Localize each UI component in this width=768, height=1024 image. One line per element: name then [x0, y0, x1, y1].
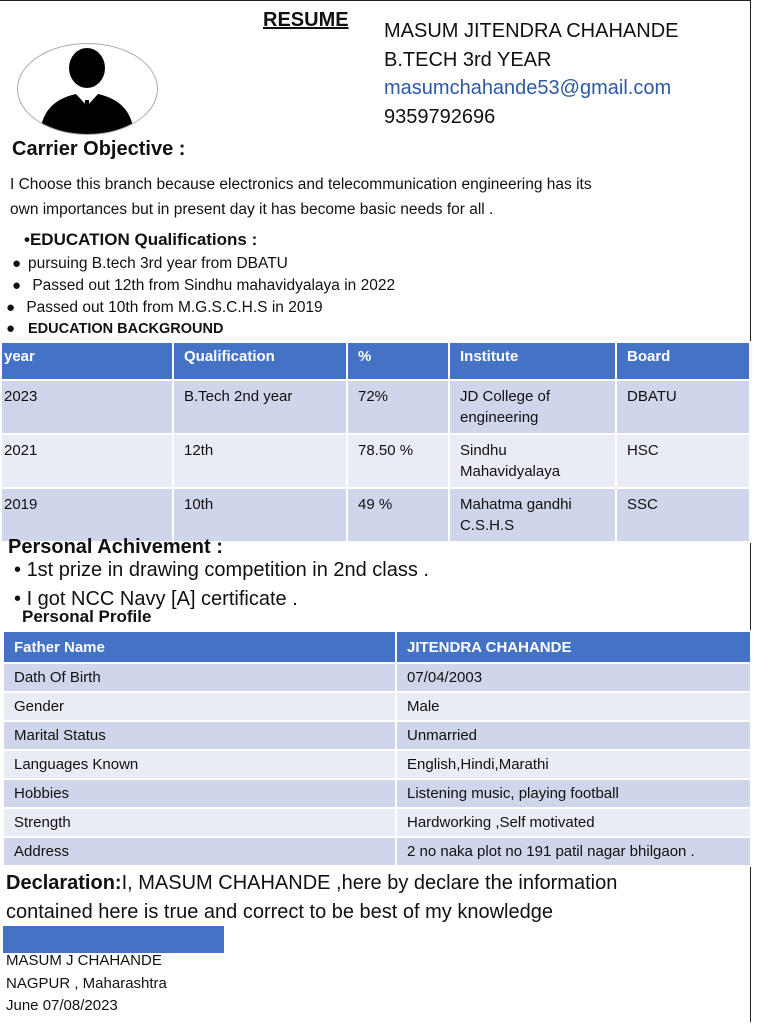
table-cell: Listening music, playing football	[396, 779, 751, 808]
profile-heading: Personal Profile	[22, 607, 152, 626]
table-row	[3, 692, 751, 721]
bullet-icon: ●	[12, 277, 22, 294]
table-cell: 2 no naka plot no 191 patil nagar bhilgaon .	[396, 837, 751, 866]
education-bullet	[12, 277, 395, 295]
bullet-icon: ●	[6, 320, 16, 337]
email-link[interactable]: masumchahande53@gmail.com	[384, 77, 672, 99]
table-cell: 12th	[173, 434, 347, 488]
column-header: Institute	[449, 342, 616, 380]
education-bullet	[12, 255, 288, 273]
table-cell: Sindhu Mahavidyalaya	[449, 434, 616, 488]
avatar-icon	[17, 43, 158, 135]
declaration-label: Declaration:	[6, 872, 122, 894]
bullet-text: Passed out 12th from Sindhu mahavidyalaya in 2022	[32, 277, 396, 294]
table-cell: 10th	[173, 488, 347, 542]
table-cell: B.Tech 2nd year	[173, 380, 347, 434]
table-header-row	[3, 631, 751, 663]
objective-line: own importances but in present day it has become basic needs for all .	[10, 201, 494, 218]
column-header: Father Name	[3, 631, 396, 663]
table-row	[3, 721, 751, 750]
table-cell: Marital Status	[3, 721, 396, 750]
table-cell: 2023	[1, 380, 173, 434]
table-row	[3, 837, 751, 866]
profile-table	[2, 630, 752, 867]
heading-text: EDUCATION BACKGROUND	[28, 321, 224, 337]
table-cell: Strength	[3, 808, 396, 837]
declaration-line	[6, 872, 617, 895]
table-cell: JD College of engineering	[449, 380, 616, 434]
table-cell: SSC	[616, 488, 750, 542]
column-header: Qualification	[173, 342, 347, 380]
table-cell: Gender	[3, 692, 396, 721]
table-cell: 2019	[1, 488, 173, 542]
signature-name: MASUM J CHAHANDE	[6, 952, 162, 969]
achievement-heading: Personal Achivement :	[8, 536, 223, 558]
table-cell: 49 %	[347, 488, 449, 542]
table-cell: Mahatma gandhi C.S.H.S	[449, 488, 616, 542]
table-cell: Unmarried	[396, 721, 751, 750]
education-table	[0, 341, 751, 543]
achievement-text: I got NCC Navy [A] certificate .	[26, 588, 298, 610]
education-bullet	[6, 299, 323, 317]
column-header: JITENDRA CHAHANDE	[396, 631, 751, 663]
objective-heading: Carrier Objective :	[12, 138, 186, 160]
objective-line: I Choose this branch because electronics and telecommunication engineering has its	[10, 176, 592, 193]
table-cell: DBATU	[616, 380, 750, 434]
table-cell: Hardworking ,Self motivated	[396, 808, 751, 837]
table-cell: 07/04/2003	[396, 663, 751, 692]
table-row	[1, 380, 750, 434]
declaration-line: contained here is true and correct to be best of my knowledge	[6, 901, 553, 923]
achievement-item: • 1st prize in drawing competition in 2nd class .	[14, 559, 429, 581]
table-row	[3, 663, 751, 692]
resume-title: RESUME	[263, 9, 349, 31]
education-background-heading	[6, 320, 223, 337]
table-row	[1, 434, 750, 488]
declaration-text: I, MASUM CHAHANDE ,here by declare the information	[121, 872, 618, 894]
education-heading: •EDUCATION Qualifications :	[24, 230, 258, 249]
candidate-name: MASUM JITENDRA CHAHANDE	[384, 20, 679, 42]
table-row	[3, 808, 751, 837]
table-row	[1, 488, 750, 542]
column-header: Board	[616, 342, 750, 380]
table-cell: 2021	[1, 434, 173, 488]
phone-number: 9359792696	[384, 106, 496, 128]
bullet-text: Passed out 10th from M.G.S.C.H.S in 2019	[26, 299, 323, 316]
bullet-icon: ●	[12, 255, 22, 272]
column-header: year	[1, 342, 173, 380]
table-cell: Dath Of Birth	[3, 663, 396, 692]
signature-bar	[3, 926, 224, 953]
signature-place: NAGPUR , Maharashtra	[6, 975, 167, 992]
table-cell: Male	[396, 692, 751, 721]
bullet-icon: ●	[6, 299, 16, 316]
achievement-item: • I got NCC Navy [A] certificate .	[14, 588, 298, 610]
table-cell: English,Hindi,Marathi	[396, 750, 751, 779]
table-row	[3, 779, 751, 808]
table-cell: 72%	[347, 380, 449, 434]
bullet-text: pursuing B.tech 3rd year from DBATU	[28, 255, 288, 272]
candidate-course: B.TECH 3rd YEAR	[384, 49, 552, 71]
table-header-row	[1, 342, 750, 380]
table-cell: HSC	[616, 434, 750, 488]
table-cell: Address	[3, 837, 396, 866]
signature-date: June 07/08/2023	[6, 997, 118, 1014]
table-cell: Languages Known	[3, 750, 396, 779]
column-header: %	[347, 342, 449, 380]
table-cell: Hobbies	[3, 779, 396, 808]
table-cell: 78.50 %	[347, 434, 449, 488]
achievement-text: 1st prize in drawing competition in 2nd class .	[26, 559, 429, 581]
table-row	[3, 750, 751, 779]
